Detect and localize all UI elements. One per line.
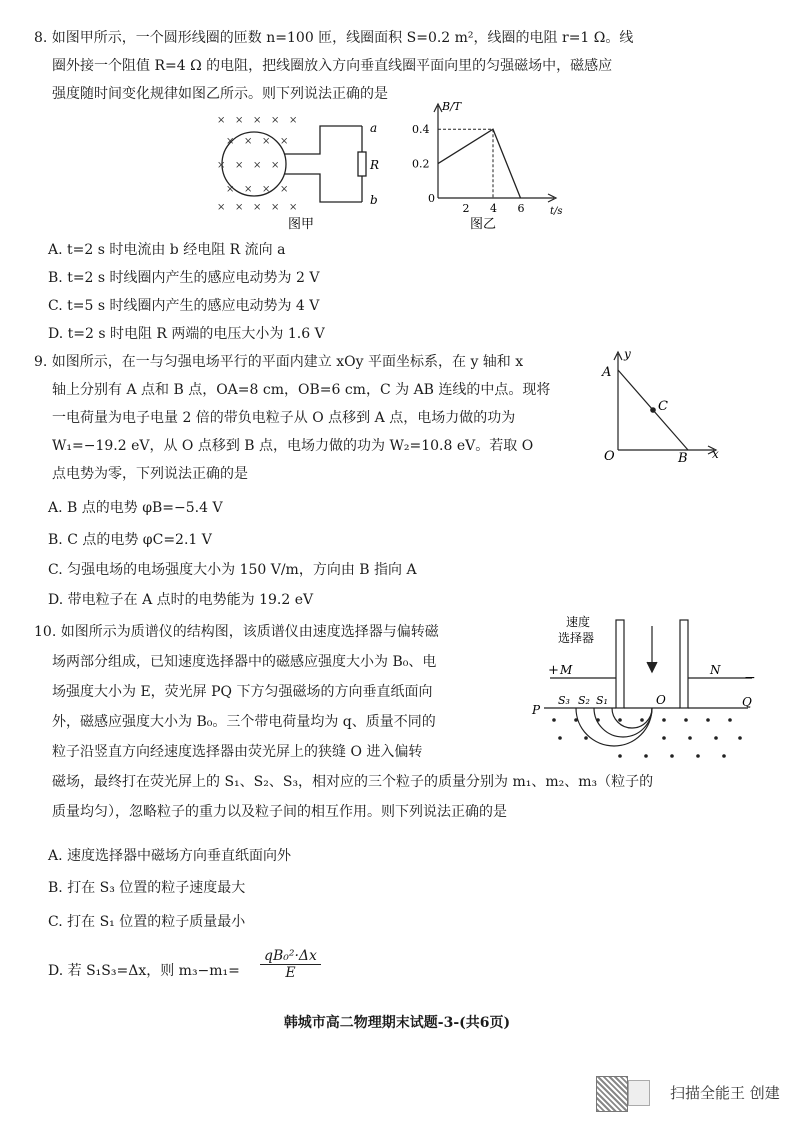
- svg-text:S₃: S₃: [558, 694, 570, 707]
- fraction-numerator: qB₀²·Δx: [260, 948, 321, 965]
- qr-code-icon: [596, 1076, 628, 1112]
- q9-line-4: W₁=−19.2 eV，从 O 点移到 B 点，电场力做的功为 W₂=10.8 eV。若取 O: [52, 438, 534, 454]
- svg-text:×: ×: [253, 202, 262, 213]
- svg-text:A: A: [602, 365, 612, 380]
- q9-figure: [596, 346, 726, 466]
- svg-text:×: ×: [280, 136, 289, 147]
- svg-text:B: B: [678, 451, 688, 466]
- label-R: R: [370, 158, 380, 172]
- q10-line-6: 磁场，最终打在荧光屏上的 S₁、S₂、S₃，相对应的三个粒子的质量分别为 m₁、m₂、m₃（粒子的: [52, 774, 654, 790]
- svg-text:×: ×: [235, 115, 244, 126]
- q10-line-2: 场两部分组成，已知速度选择器中的磁感应强度大小为 B₀、电: [52, 654, 437, 670]
- svg-text:×: ×: [244, 184, 253, 195]
- svg-text:×: ×: [226, 184, 235, 195]
- q8-line-3: 强度随时间变化规律如图乙所示。则下列说法正确的是: [52, 86, 388, 102]
- svg-text:×: ×: [271, 115, 280, 126]
- fraction-denominator: E: [285, 965, 296, 981]
- svg-text:O: O: [656, 693, 666, 707]
- q10-line-7: 质量均匀），忽略粒子的重力以及粒子间的相互作用。则下列说法正确的是: [52, 804, 507, 820]
- q9-line-2: 轴上分别有 A 点和 B 点，OA=8 cm，OB=6 cm，C 为 AB 连线的中点。现将: [52, 382, 551, 398]
- origin-label: 0: [428, 192, 435, 205]
- svg-text:选择器: 选择器: [558, 631, 595, 645]
- x-axis-label: t/s: [550, 206, 563, 217]
- svg-text:+: +: [548, 663, 559, 678]
- svg-text:x: x: [712, 447, 719, 461]
- q10-option-b: B. 打在 S₃ 位置的粒子速度最大: [48, 880, 246, 896]
- svg-text:P: P: [532, 703, 541, 717]
- watermark-text: 扫描全能王 创建: [670, 1084, 780, 1102]
- y-tick-label-0.4: 0.4: [412, 123, 430, 137]
- svg-text:×: ×: [271, 160, 280, 171]
- caption-yi: 图乙: [470, 217, 497, 232]
- svg-text:M: M: [560, 663, 573, 677]
- q8-line-2: 圈外接一个阻值 R=4 Ω 的电阻，把线圈放入方向垂直线圈平面向里的匀强磁场中，磁感应: [52, 58, 613, 74]
- q8-option-d: D. t=2 s 时电阻 R 两端的电压大小为 1.6 V: [48, 326, 325, 342]
- app-logo-icon: [628, 1080, 650, 1106]
- svg-text:×: ×: [235, 160, 244, 171]
- svg-text:×: ×: [289, 202, 298, 213]
- svg-text:速度: 速度: [566, 615, 591, 629]
- q10-line-4: 外，磁感应强度大小为 B₀。三个带电荷量均为 q、质量不同的: [52, 714, 436, 730]
- svg-text:−: −: [744, 670, 756, 686]
- svg-text:C: C: [658, 399, 668, 414]
- svg-text:×: ×: [289, 115, 298, 126]
- q10-option-d-prefix: D. 若 S₁S₃=Δx，则 m₃−m₁=: [48, 963, 240, 979]
- q9-option-d: D. 带电粒子在 A 点时的电势能为 19.2 eV: [48, 592, 314, 608]
- svg-text:×: ×: [217, 115, 226, 126]
- q8-line-1: 8. 如图甲所示，一个圆形线圈的匝数 n=100 匝，线圈面积 S=0.2 m²，线圈的电阻 r=1 Ω。线: [34, 30, 634, 46]
- x-tick-label-2: 2: [462, 202, 470, 215]
- svg-text:×: ×: [217, 202, 226, 213]
- q8-option-b: B. t=2 s 时线圈内产生的感应电动势为 2 V: [48, 270, 320, 286]
- svg-text:S₁: S₁: [596, 694, 608, 707]
- svg-text:×: ×: [280, 184, 289, 195]
- q9-line-3: 一电荷量为电子电量 2 倍的带负电粒子从 O 点移到 A 点，电场力做的功为: [52, 410, 516, 426]
- svg-text:×: ×: [217, 160, 226, 171]
- q8-option-c: C. t=5 s 时线圈内产生的感应电动势为 4 V: [48, 298, 320, 314]
- svg-text:×: ×: [235, 202, 244, 213]
- q10-line-1: 10. 如图所示为质谱仪的结构图，该质谱仪由速度选择器与偏转磁: [34, 624, 439, 640]
- q8-figure-yi-chart: [410, 100, 563, 234]
- y-axis-label: B/T: [442, 100, 462, 113]
- q10-option-c: C. 打在 S₁ 位置的粒子质量最小: [48, 914, 246, 930]
- q9-option-a: A. B 点的电势 φB=−5.4 V: [48, 500, 223, 516]
- x-tick-label-6: 6: [517, 202, 525, 215]
- svg-text:×: ×: [262, 184, 271, 195]
- q8-cross-marks: [217, 115, 297, 213]
- scanner-watermark: [596, 1074, 786, 1114]
- q10-option-d-fraction: [260, 948, 321, 981]
- label-b: b: [370, 193, 378, 207]
- q9-option-c: C. 匀强电场的电场强度大小为 150 V/m，方向由 B 指向 A: [48, 562, 417, 578]
- q10-option-a: A. 速度选择器中磁场方向垂直纸面向外: [48, 848, 292, 864]
- q9-option-b: B. C 点的电势 φC=2.1 V: [48, 532, 212, 548]
- svg-text:×: ×: [244, 136, 253, 147]
- svg-text:y: y: [624, 347, 631, 361]
- svg-text:×: ×: [253, 115, 262, 126]
- q10-line-5: 粒子沿竖直方向经速度选择器由荧光屏上的狭缝 O 进入偏转: [52, 744, 423, 760]
- series-line: [438, 129, 521, 198]
- svg-text:×: ×: [226, 136, 235, 147]
- y-tick-label-0.2: 0.2: [412, 157, 430, 171]
- svg-text:×: ×: [271, 202, 280, 213]
- page-footer: 韩城市高二物理期末试题-3-(共6页): [283, 1015, 511, 1031]
- q8-figure-jia: [212, 112, 392, 232]
- svg-text:N: N: [710, 663, 721, 677]
- svg-text:×: ×: [262, 136, 271, 147]
- q10-figure-mass-spectrometer: [530, 612, 762, 762]
- q8-option-a: A. t=2 s 时电流由 b 经电阻 R 流向 a: [48, 242, 286, 258]
- x-tick-label-4: 4: [490, 202, 497, 215]
- svg-text:O: O: [604, 449, 615, 464]
- svg-text:×: ×: [253, 160, 262, 171]
- caption-jia: 图甲: [288, 217, 315, 232]
- svg-text:S₂: S₂: [578, 694, 590, 707]
- q9-line-5: 点电势为零，下列说法正确的是: [52, 466, 248, 482]
- q10-line-3: 场强度大小为 E，荧光屏 PQ 下方匀强磁场的方向垂直纸面向: [52, 684, 433, 700]
- q9-line-1: 9. 如图所示，在一与匀强电场平行的平面内建立 xOy 平面坐标系，在 y 轴和 x: [34, 354, 524, 370]
- svg-text:Q: Q: [742, 695, 752, 709]
- label-a: a: [370, 121, 378, 135]
